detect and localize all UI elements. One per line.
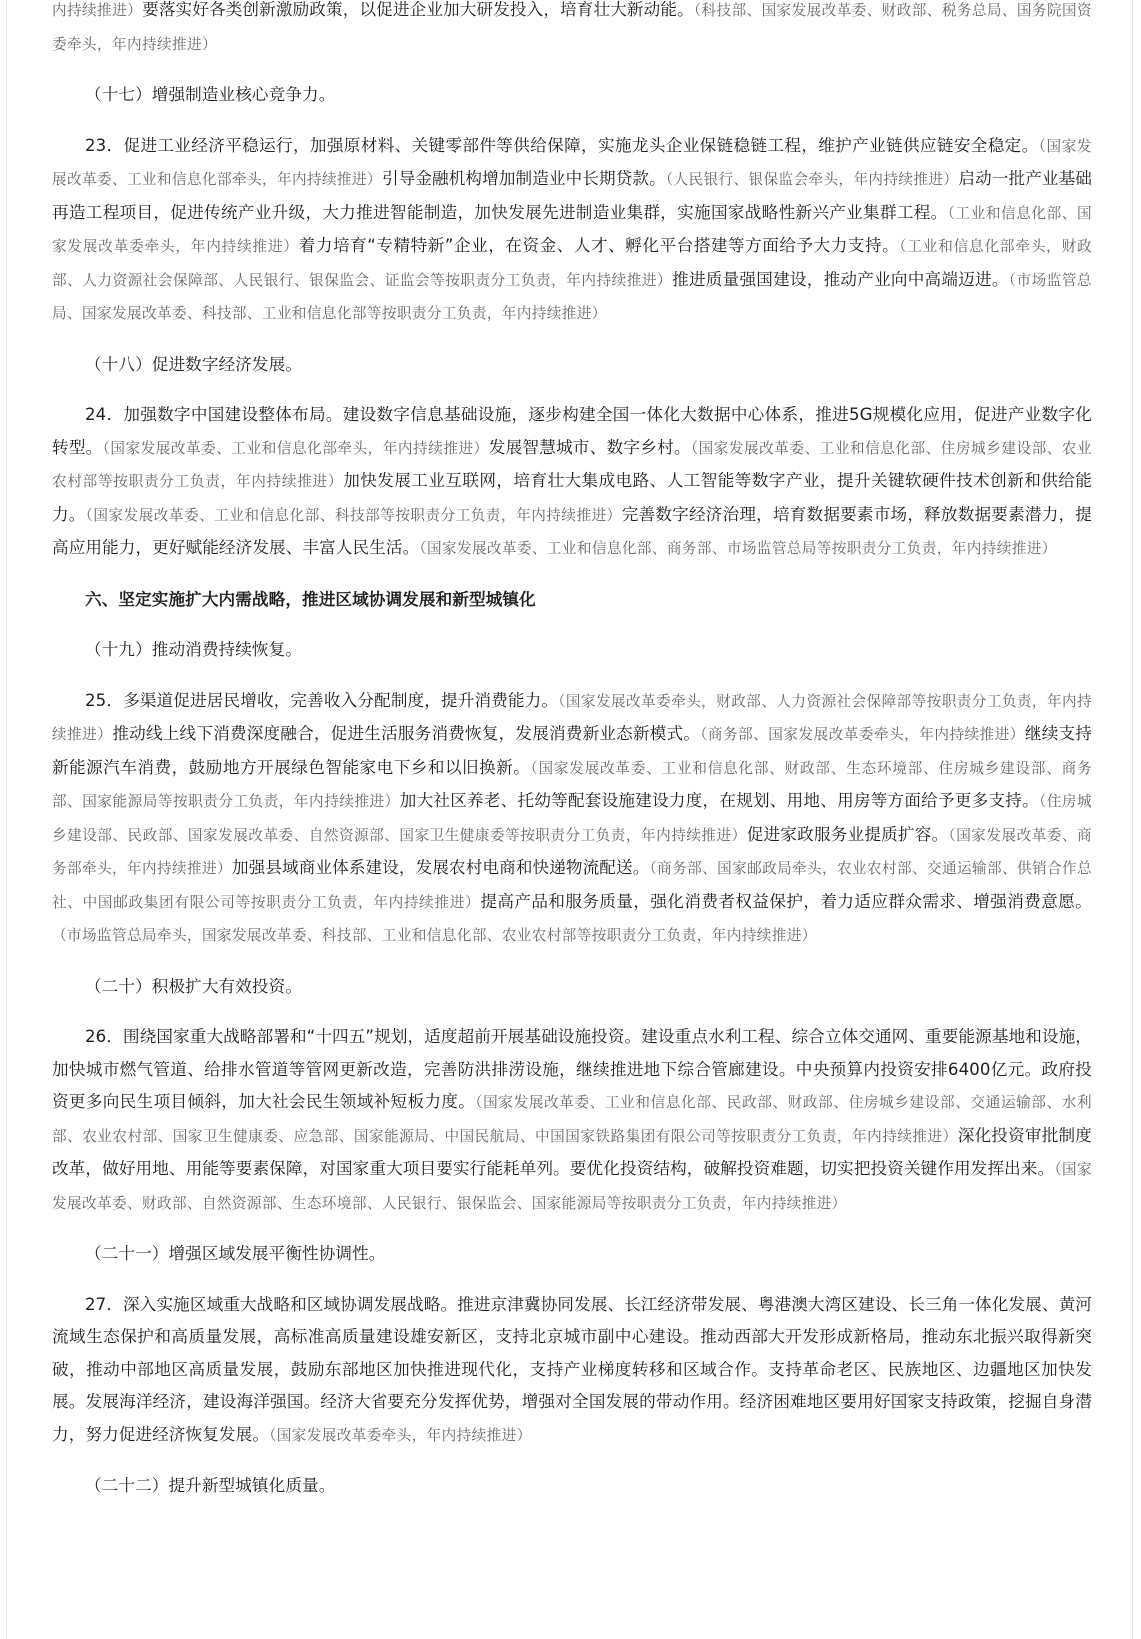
paragraph-text: 25．多渠道促进居民增收，完善收入分配制度，提升消费能力。	[85, 690, 559, 710]
paragraph-gap	[52, 616, 1092, 634]
responsibility-note: （国家发展改革委牵头，年内持续推进）	[269, 1426, 532, 1444]
paragraph-text: 促进家政服务业提质扩容。	[746, 824, 949, 844]
paragraph-text: 启动一批产业基础再造工程项目，促进传统产业升级，大力推进智能制造，加快发展先进制造业集群，实施国家战略性新兴产业集群工程。	[52, 169, 1092, 222]
paragraph-text: 深化投资审批制度改革，做好用地、用能等要素保障，对国家重大项目要实行能耗单列。要优化投资结构，破解投资难题，切实把投资关键作用发挥出来。	[52, 1125, 1092, 1178]
subsection-heading	[52, 1470, 1092, 1503]
paragraph-text: 加快发展工业互联网，培育壮大集成电路、人工智能等数字产业，提升关键软硬件技术创新和供给能力。	[52, 471, 1092, 524]
paragraph	[52, 130, 1092, 331]
responsibility-note: （国家发展改革委、商务部牵头，年内持续推进）	[52, 826, 1093, 877]
responsibility-note: （国家发展改革委牵头，财政部、人力资源社会保障部等按职责分工负责，年内持续推进）	[52, 692, 1093, 743]
responsibility-note: （住房城乡建设部、民政部、国家发展改革委、自然资源部、国家卫生健康委等按职责分工负责，年内持续推进）	[52, 793, 1092, 844]
paragraph	[52, 1021, 1092, 1220]
paragraph-text: 24．加强数字中国建设整体布局。建设数字信息基础设施，逐步构建全国一体化大数据中心体系，推进5G规模化应用，促进产业数字化转型。	[52, 405, 1092, 457]
responsibility-note: （国家发展改革委、工业和信息化部、科技部等按职责分工负责，年内持续推进）	[85, 506, 622, 524]
section-heading	[52, 584, 1092, 617]
paragraph-text: 推动线上线下消费深度融合，促进生活服务消费恢复，发展消费新业态新模式。	[112, 724, 701, 743]
responsibility-note: （人民银行、银保监会牵头，年内持续推进）	[665, 171, 959, 188]
responsibility-note: （国家发展改革委、工业和信息化部、住房城乡建设部、农业农村部等按职责分工负责，年内持续推进）	[52, 439, 1092, 490]
paragraph-text: 加大社区养老、托幼等配套设施建设力度，在规划、用地、用房等方面给予更多支持。	[399, 791, 1039, 810]
responsibility-note: （国家发展改革委、工业和信息化部、民政部、财政部、住房城乡建设部、交通运输部、水利部、农业农村部、国家卫生健康委、应急部、国家能源局、中国民航局、中国国家铁路集团有限公司等按职责分工负责，年内持续推进）	[52, 1094, 1093, 1145]
responsibility-note: （国家发展改革委、工业和信息化部牵头，年内持续推进）	[52, 137, 1092, 188]
paragraph-text: （十八）促进数字经济发展。	[85, 354, 303, 374]
paragraph-text: 推进质量强国建设，推动产业向中高端迈进。	[672, 269, 1009, 289]
responsibility-note: （国家发展改革委、工业和信息化部牵头，年内持续推进）	[102, 439, 489, 457]
paragraph	[52, 1289, 1092, 1453]
paragraph-gap	[52, 61, 1092, 79]
paragraph-gap	[52, 566, 1092, 584]
paragraph-text: 加强县域商业体系建设，发展农村电商和快递物流配送。	[231, 858, 650, 877]
document-body	[52, 0, 1092, 1503]
paragraph-text: 六、坚定实施扩大内需战略，推进区域协调发展和新型城镇化	[85, 589, 536, 609]
paragraph-text: （十七）增强制造业核心竞争力。	[85, 85, 336, 104]
paragraph	[52, 399, 1092, 566]
paragraph-text: 23．促进工业经济平稳运行，加强原材料、关键零部件等供给保障，实施龙头企业保链稳链工程，维护产业链供应链安全稳定。	[85, 135, 1039, 155]
paragraph-text: （二十一）增强区域发展平衡性协调性。	[85, 1244, 386, 1263]
paragraph-gap	[52, 381, 1092, 399]
paragraph-gap	[52, 1220, 1092, 1238]
paragraph	[52, 685, 1092, 953]
paragraph-gap	[52, 112, 1092, 130]
paragraph-text: 要落实好各类创新激励政策，以促进企业加大研发投入，培育壮大新动能。	[142, 0, 694, 19]
responsibility-note: 内持续推进）	[52, 2, 143, 19]
paragraph-gap	[52, 1271, 1092, 1289]
responsibility-note: （市场监管总局、国家发展改革委、科技部、工业和信息化部等按职责分工负责，年内持续推进）	[52, 271, 1092, 322]
paragraph-text: 着力培育“专精特新”企业，在资金、人才、孵化平台搭建等方面给予大力支持。	[298, 236, 900, 255]
paragraph-gap	[52, 1003, 1092, 1021]
paragraph-text: 引导金融机构增加制造业中长期贷款。	[381, 169, 666, 188]
paragraph-text: 27．深入实施区域重大战略和区域协调发展战略。推进京津冀协同发展、长江经济带发展、粤港澳大湾区建设、长三角一体化发展、黄河流域生态保护和高质量发展，高标准高质量建设雄安新区，支持北京城市副中心建设。推动西部大开发形成新格局，推动东北振兴取得新突破，推动中部地区高质量发展，鼓励东部地区加快推进现代化，支持产业梯度转移和区域合作。支持革命老区、民族地区、边疆地区加快发展。发展海洋经济，建设海洋强国。经济大省要充分发挥优势，增强对全国发展的带动作用。经济困难地区要用好国家支持政策，挖掘自身潜力，努力促进经济恢复发展。	[52, 1294, 1092, 1444]
responsibility-note: （国家发展改革委、工业和信息化部、财政部、生态环境部、住房城乡建设部、商务部、国家能源局等按职责分工负责，年内持续推进）	[52, 759, 1092, 810]
paragraph-gap	[52, 953, 1092, 971]
responsibility-note: （国家发展改革委、财政部、自然资源部、生态环境部、人民银行、银保监会、国家能源局等按职责分工负责，年内持续推进）	[52, 1161, 1093, 1212]
subsection-heading	[52, 79, 1092, 112]
paragraph-text: 发展智慧城市、数字乡村。	[488, 437, 691, 457]
responsibility-note: （科技部、国家发展改革委、财政部、税务总局、国务院国资委牵头，年内持续推进）	[52, 2, 1092, 53]
paragraph	[52, 0, 1092, 61]
responsibility-note: （国家发展改革委、工业和信息化部、商务部、市场监管总局等按职责分工负责，年内持续推进）	[419, 540, 1057, 557]
paragraph-text: （二十）积极扩大有效投资。	[85, 976, 303, 996]
paragraph-text: 26．围绕国家重大战略部署和“十四五”规划，适度超前开展基础设施投资。建设重点水利工程、综合立体交通网、重要能源基地和设施，加快城市燃气管道、给排水管道等管网更新改造，完善防洪排涝设施，继续推进地下综合管廊建设。中央预算内投资安排6400亿元。政府投资更多向民生项目倾斜，加大社会民生领域补短板力度。	[52, 1027, 1092, 1111]
subsection-heading	[52, 349, 1092, 382]
responsibility-note: （工业和信息化部牵头，财政部、人力资源社会保障部、人民银行、银保监会、证监会等按职责分工负责，年内持续推进）	[52, 238, 1093, 289]
paragraph-gap	[52, 667, 1092, 685]
paragraph-text: （二十二）提升新型城镇化质量。	[85, 1476, 336, 1495]
paragraph-gap	[52, 1452, 1092, 1470]
paragraph-text: 继续支持新能源汽车消费，鼓励地方开展绿色智能家电下乡和以旧换新。	[52, 724, 1092, 777]
responsibility-note: （商务部、国家邮政局牵头，农业农村部、交通运输部、供销合作总社、中国邮政集团有限公司等按职责分工负责，年内持续推进）	[52, 860, 1092, 911]
responsibility-note: （工业和信息化部、国家发展改革委牵头，年内持续推进）	[52, 204, 1092, 255]
subsection-heading	[52, 634, 1092, 667]
paragraph-text: 完善数字经济治理，培育数据要素市场，释放数据要素潜力，提高应用能力，更好赋能经济发展、丰富人民生活。	[52, 504, 1092, 557]
paragraph-text: （十九）推动消费持续恢复。	[85, 640, 303, 659]
paragraph-gap	[52, 331, 1092, 349]
subsection-heading	[52, 971, 1092, 1004]
responsibility-note: （市场监管总局牵头，国家发展改革委、科技部、工业和信息化部、农业农村部等按职责分工负责，年内持续推进）	[52, 927, 817, 944]
responsibility-note: （商务部、国家发展改革委牵头，年内持续推进）	[700, 726, 1025, 743]
paragraph-text: 提高产品和服务质量，强化消费者权益保护，着力适应群众需求、增强消费意愿。	[480, 891, 1092, 911]
subsection-heading	[52, 1238, 1092, 1271]
